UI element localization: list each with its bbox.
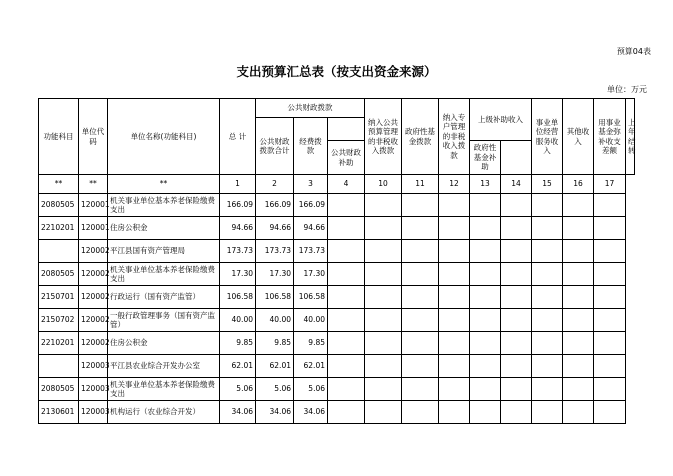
total-cell: 17.30 xyxy=(220,263,256,286)
empty-cell xyxy=(402,309,439,332)
header-carryover: 上年结转 xyxy=(626,99,635,175)
empty-cell xyxy=(365,401,402,424)
index-cell: ** xyxy=(39,175,79,194)
empty-cell xyxy=(470,355,501,378)
empty-cell xyxy=(470,378,501,401)
public-total-cell: 62.01 xyxy=(256,355,294,378)
empty-cell xyxy=(365,240,402,263)
empty-cell xyxy=(470,286,501,309)
empty-cell xyxy=(501,332,532,355)
unit-code-cell: 120001 xyxy=(79,194,108,217)
func-code-cell xyxy=(39,240,79,263)
empty-cell xyxy=(594,286,626,309)
unit-name-cell: 行政运行（国有资产监管） xyxy=(108,286,220,309)
empty-cell xyxy=(563,355,594,378)
empty-cell xyxy=(439,378,470,401)
unit-name-cell: 机关事业单位基本养老保险缴费支出 xyxy=(108,263,220,286)
empty-cell xyxy=(439,240,470,263)
empty-cell xyxy=(594,309,626,332)
empty-cell xyxy=(470,263,501,286)
empty-cell xyxy=(532,401,563,424)
empty-cell xyxy=(532,263,563,286)
empty-cell xyxy=(365,286,402,309)
empty-cell xyxy=(328,263,365,286)
public-total-cell: 17.30 xyxy=(256,263,294,286)
empty-cell xyxy=(365,309,402,332)
unit-name-cell: 一般行政管理事务（国有资产监管） xyxy=(108,309,220,332)
public-total-cell: 173.73 xyxy=(256,240,294,263)
empty-cell xyxy=(402,332,439,355)
index-cell: ** xyxy=(108,175,220,194)
unit-name-cell: 平江县农业综合开发办公室 xyxy=(108,355,220,378)
empty-cell xyxy=(501,240,532,263)
empty-cell xyxy=(594,263,626,286)
header-func-subject: 功能科目 xyxy=(39,99,79,175)
empty-cell xyxy=(439,263,470,286)
empty-cell xyxy=(470,401,501,424)
funding-cell: 106.58 xyxy=(294,286,328,309)
empty-cell xyxy=(594,240,626,263)
empty-cell xyxy=(594,332,626,355)
header-public-group: 公共财政拨款 xyxy=(256,99,365,118)
table-row xyxy=(39,401,635,424)
empty-cell xyxy=(402,217,439,240)
empty-cell xyxy=(439,286,470,309)
funding-cell: 62.01 xyxy=(294,355,328,378)
header-nontax: 纳入公共预算管理的非税收入拨款 xyxy=(365,99,402,175)
empty-cell xyxy=(563,194,594,217)
empty-cell xyxy=(532,240,563,263)
empty-cell xyxy=(402,378,439,401)
empty-cell xyxy=(328,332,365,355)
empty-cell xyxy=(402,401,439,424)
empty-cell xyxy=(402,286,439,309)
func-code-cell xyxy=(39,355,79,378)
public-total-cell: 5.06 xyxy=(256,378,294,401)
empty-cell xyxy=(501,194,532,217)
func-code-cell: 2080505 xyxy=(39,194,79,217)
table-row xyxy=(39,309,635,332)
header-gov-fund: 政府性基金拨款 xyxy=(402,99,439,175)
empty-cell xyxy=(501,263,532,286)
empty-cell xyxy=(328,401,365,424)
empty-cell xyxy=(402,194,439,217)
header-business-op: 事业单位经营服务收入 xyxy=(532,99,563,175)
unit-name-cell: 机关事业单位基本养老保险缴费支出 xyxy=(108,378,220,401)
empty-cell xyxy=(594,217,626,240)
empty-cell xyxy=(563,401,594,424)
empty-cell xyxy=(470,309,501,332)
empty-cell xyxy=(594,378,626,401)
empty-cell xyxy=(563,240,594,263)
empty-cell xyxy=(563,217,594,240)
empty-cell xyxy=(439,217,470,240)
table-row xyxy=(39,355,635,378)
index-cell: 14 xyxy=(501,175,532,194)
funding-cell: 94.66 xyxy=(294,217,328,240)
total-cell: 94.66 xyxy=(220,217,256,240)
empty-cell xyxy=(532,217,563,240)
unit-name-cell: 住房公积金 xyxy=(108,217,220,240)
header-superior-public: 公共财政补助 xyxy=(328,141,365,175)
empty-cell xyxy=(594,194,626,217)
total-cell: 40.00 xyxy=(220,309,256,332)
unit-code-cell: 120003 xyxy=(79,401,108,424)
header-superior-gov: 政府性基金补助 xyxy=(470,141,501,175)
unit-code-cell: 120003 xyxy=(79,355,108,378)
empty-cell xyxy=(532,286,563,309)
header-other: 其他收入 xyxy=(563,99,594,175)
empty-cell xyxy=(532,332,563,355)
index-row xyxy=(39,175,635,194)
page-title: 支出预算汇总表（按支出资金来源） xyxy=(236,64,437,79)
public-total-cell: 40.00 xyxy=(256,309,294,332)
public-total-cell: 166.09 xyxy=(256,194,294,217)
empty-cell xyxy=(328,309,365,332)
empty-cell xyxy=(402,263,439,286)
empty-cell xyxy=(328,240,365,263)
empty-cell xyxy=(365,355,402,378)
total-cell: 5.06 xyxy=(220,378,256,401)
funding-cell: 34.06 xyxy=(294,401,328,424)
header-superior-group: 上级补助收入 xyxy=(470,99,532,141)
empty-cell xyxy=(439,309,470,332)
index-cell: 4 xyxy=(328,175,365,194)
func-code-cell: 2080505 xyxy=(39,263,79,286)
index-cell: 2 xyxy=(256,175,294,194)
index-cell: 16 xyxy=(563,175,594,194)
total-cell: 173.73 xyxy=(220,240,256,263)
empty-cell xyxy=(365,194,402,217)
total-cell: 34.06 xyxy=(220,401,256,424)
empty-cell xyxy=(402,355,439,378)
unit-name-cell: 机构运行（农业综合开发） xyxy=(108,401,220,424)
empty-cell xyxy=(439,401,470,424)
empty-cell xyxy=(439,194,470,217)
index-cell: 12 xyxy=(439,175,470,194)
unit-code-cell: 120002 xyxy=(79,240,108,263)
index-cell: 3 xyxy=(294,175,328,194)
empty-cell xyxy=(328,217,365,240)
funding-cell: 166.09 xyxy=(294,194,328,217)
header-special: 纳入专户管理的非税收入拨款 xyxy=(439,99,470,175)
total-cell: 9.85 xyxy=(220,332,256,355)
empty-cell xyxy=(594,355,626,378)
table-row xyxy=(39,194,635,217)
empty-cell xyxy=(532,194,563,217)
empty-cell xyxy=(532,378,563,401)
empty-cell xyxy=(532,309,563,332)
index-cell: 10 xyxy=(365,175,402,194)
unit-code-cell: 120003 xyxy=(79,378,108,401)
empty-cell xyxy=(470,332,501,355)
public-total-cell: 106.58 xyxy=(256,286,294,309)
unit-code-cell: 120002 xyxy=(79,263,108,286)
public-total-cell: 34.06 xyxy=(256,401,294,424)
empty-cell xyxy=(563,286,594,309)
empty-cell xyxy=(563,309,594,332)
empty-cell xyxy=(563,378,594,401)
empty-cell xyxy=(501,309,532,332)
empty-cell xyxy=(365,217,402,240)
index-cell: 13 xyxy=(470,175,501,194)
func-code-cell: 2130601 xyxy=(39,401,79,424)
funding-cell: 173.73 xyxy=(294,240,328,263)
func-code-cell: 2150701 xyxy=(39,286,79,309)
func-code-cell: 2210201 xyxy=(39,217,79,240)
table-row xyxy=(39,378,635,401)
index-cell: 11 xyxy=(402,175,439,194)
unit-code-cell: 120002 xyxy=(79,309,108,332)
funding-cell: 17.30 xyxy=(294,263,328,286)
unit-name-cell: 住房公积金 xyxy=(108,332,220,355)
unit-code-cell: 120001 xyxy=(79,217,108,240)
empty-cell xyxy=(328,194,365,217)
header-public-total: 公共财政拨款合计 xyxy=(256,118,294,175)
empty-cell xyxy=(470,194,501,217)
index-cell: 15 xyxy=(532,175,563,194)
unit-code-cell: 120002 xyxy=(79,286,108,309)
empty-cell xyxy=(563,263,594,286)
budget-table xyxy=(38,98,635,424)
empty-cell xyxy=(501,378,532,401)
index-cell: 1 xyxy=(220,175,256,194)
unit-label: 单位：万元 xyxy=(607,85,647,94)
table-row xyxy=(39,240,635,263)
total-cell: 62.01 xyxy=(220,355,256,378)
empty-cell xyxy=(365,332,402,355)
public-total-cell: 94.66 xyxy=(256,217,294,240)
header-unit-code: 单位代码 xyxy=(79,99,108,175)
table-row xyxy=(39,286,635,309)
empty-cell xyxy=(328,378,365,401)
empty-cell xyxy=(594,401,626,424)
empty-cell xyxy=(402,240,439,263)
func-code-cell: 2210201 xyxy=(39,332,79,355)
func-code-cell: 2080505 xyxy=(39,378,79,401)
public-total-cell: 9.85 xyxy=(256,332,294,355)
empty-cell xyxy=(563,332,594,355)
index-cell: ** xyxy=(79,175,108,194)
unit-name-cell: 平江县国有资产管理局 xyxy=(108,240,220,263)
total-cell: 166.09 xyxy=(220,194,256,217)
total-cell: 106.58 xyxy=(220,286,256,309)
form-number: 预算04表 xyxy=(616,47,651,56)
table-row xyxy=(39,263,635,286)
funding-cell: 40.00 xyxy=(294,309,328,332)
empty-cell xyxy=(439,332,470,355)
empty-cell xyxy=(501,217,532,240)
empty-cell xyxy=(501,355,532,378)
funding-cell: 5.06 xyxy=(294,378,328,401)
empty-cell xyxy=(328,286,365,309)
header-total: 总 计 xyxy=(220,99,256,175)
empty-cell xyxy=(470,217,501,240)
table-row xyxy=(39,332,635,355)
unit-code-cell: 120002 xyxy=(79,332,108,355)
index-cell: 17 xyxy=(594,175,626,194)
funding-cell: 9.85 xyxy=(294,332,328,355)
header-surplus: 用事业基金弥补收支差额 xyxy=(594,99,626,175)
empty-cell xyxy=(532,355,563,378)
header-unit-name: 单位名称(功能科目) xyxy=(108,99,220,175)
unit-name-cell: 机关事业单位基本养老保险缴费支出 xyxy=(108,194,220,217)
empty-cell xyxy=(501,401,532,424)
empty-cell xyxy=(439,355,470,378)
empty-cell xyxy=(470,240,501,263)
func-code-cell: 2150702 xyxy=(39,309,79,332)
empty-cell xyxy=(365,263,402,286)
table-row xyxy=(39,217,635,240)
header-funding: 经费拨款 xyxy=(294,118,328,175)
empty-cell xyxy=(365,378,402,401)
empty-cell xyxy=(328,355,365,378)
empty-cell xyxy=(501,286,532,309)
